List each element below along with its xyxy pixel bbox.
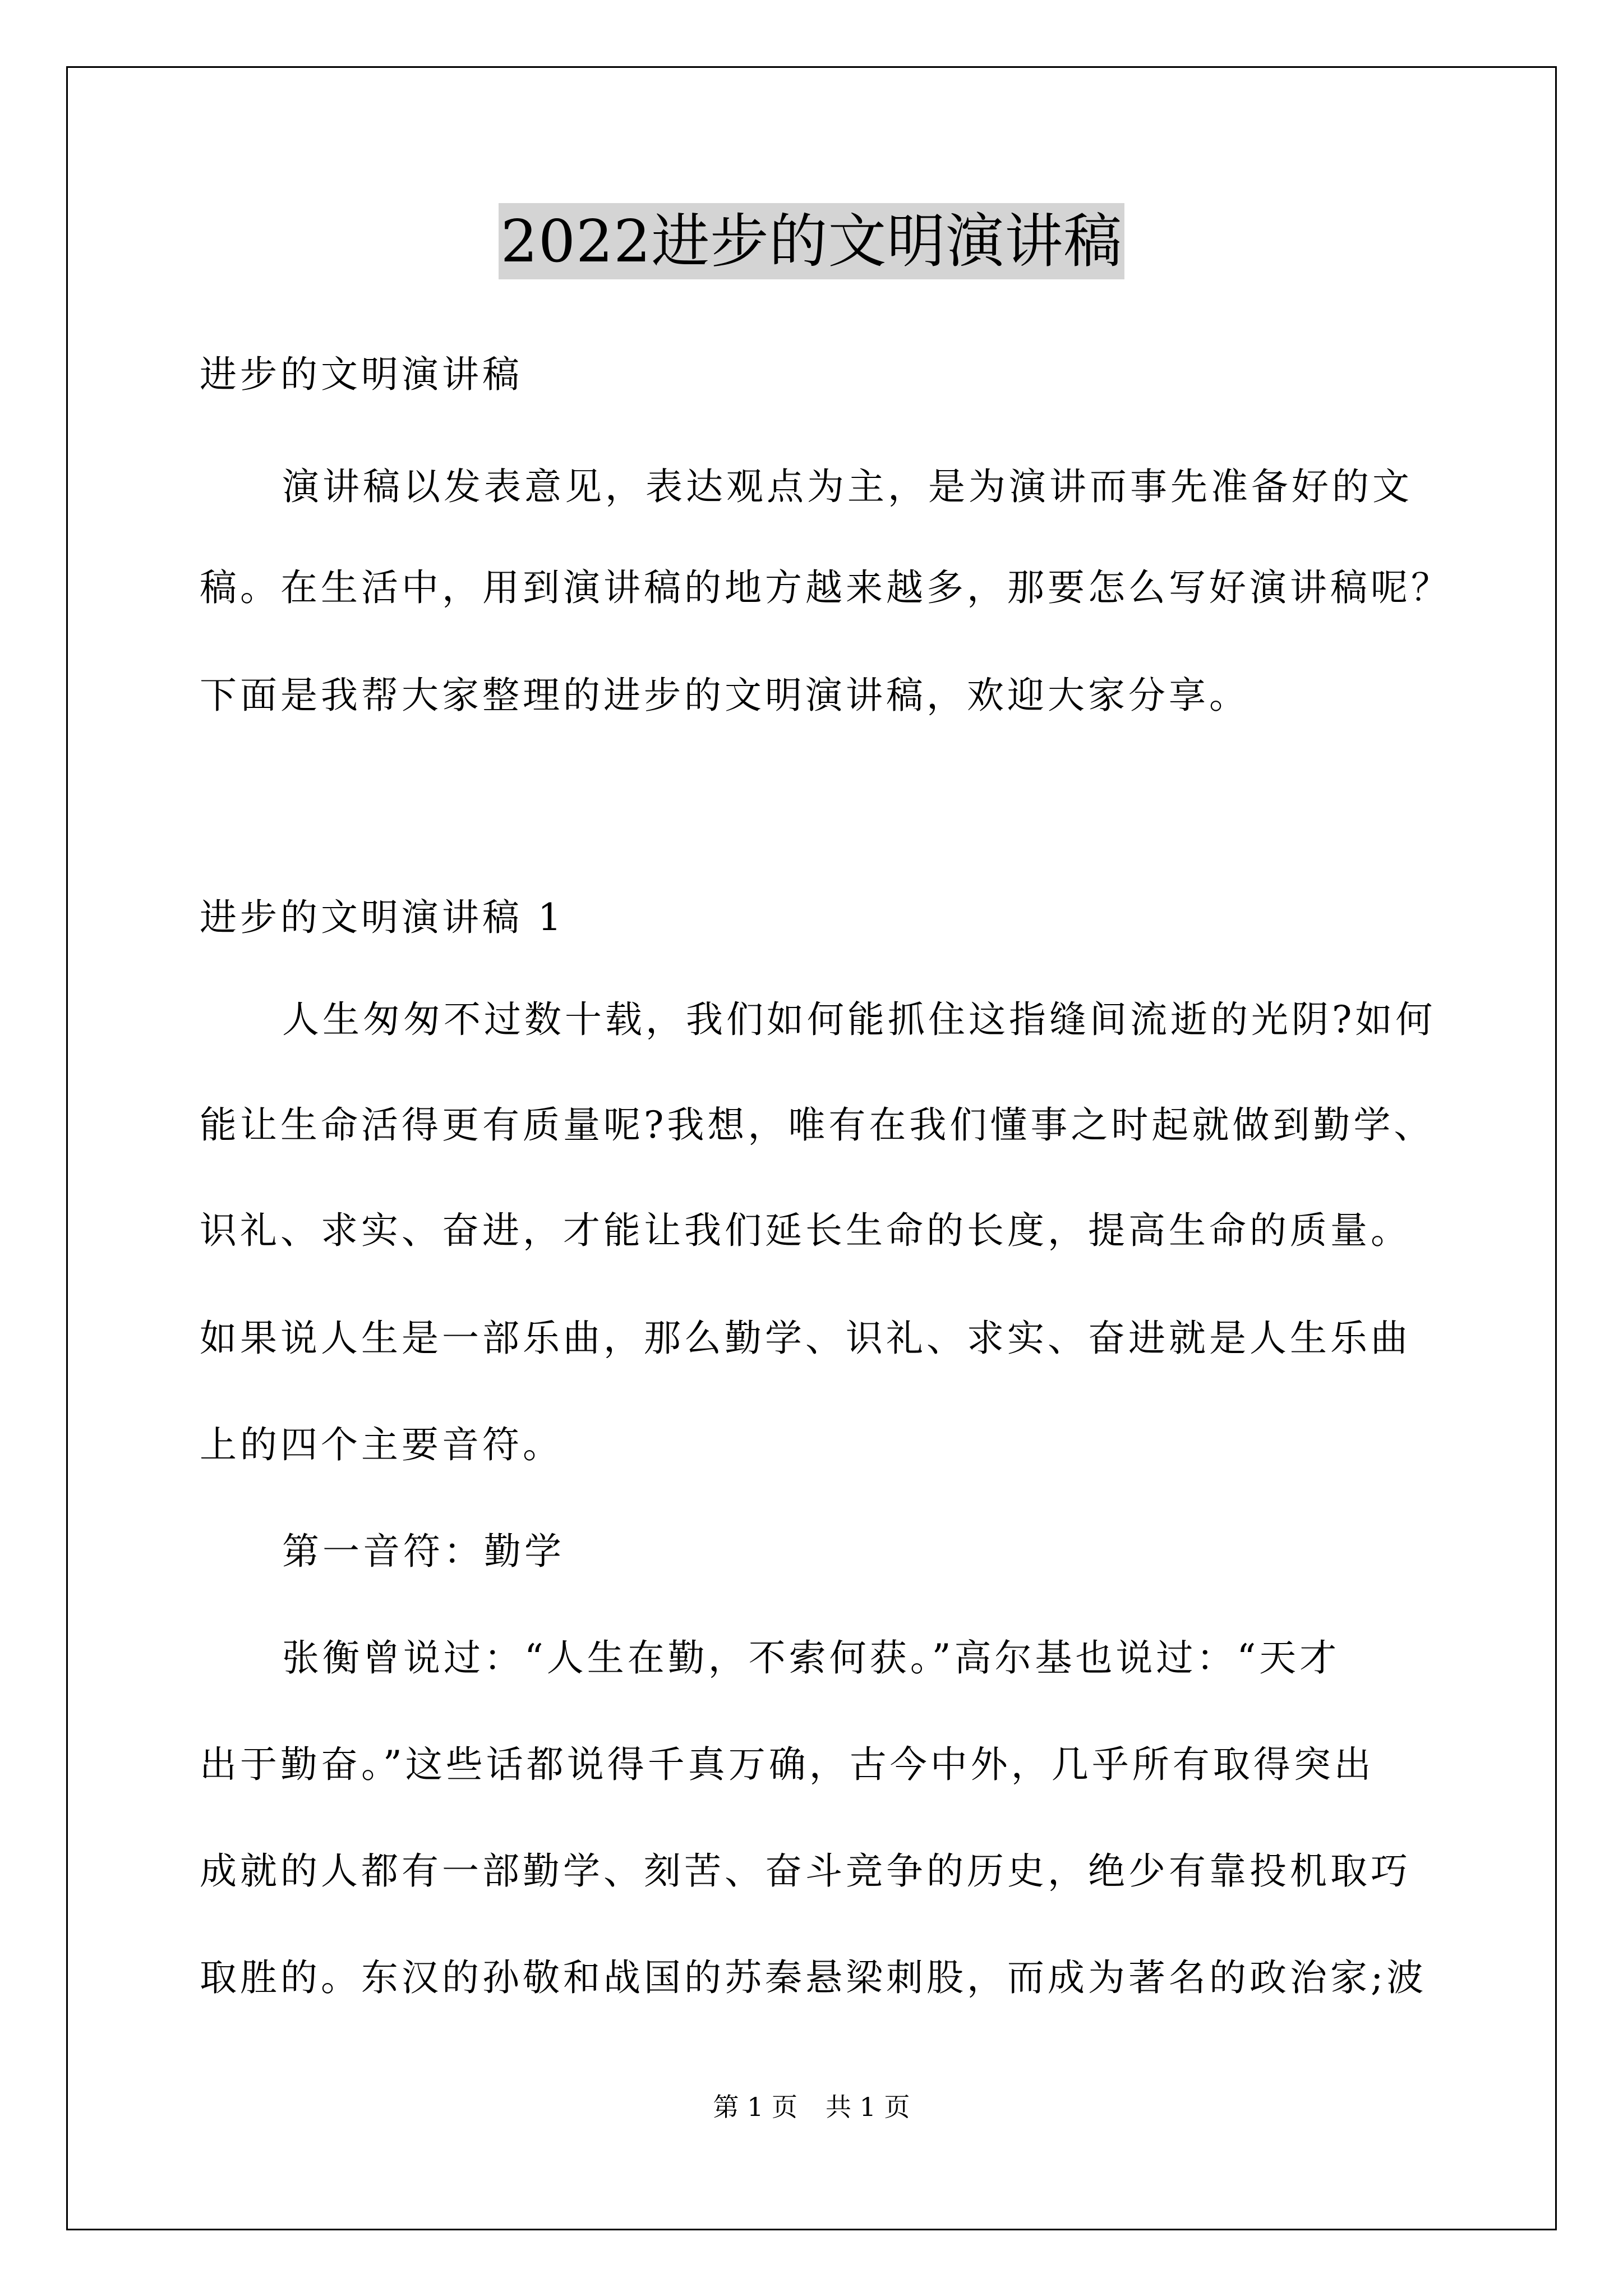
document-title-block bbox=[0, 203, 1623, 282]
page-number: 第 1 页 bbox=[713, 2092, 797, 2122]
para2-line-3: 成就的人都有一部勤学、刻苦、奋斗竞争的历史，绝少有靠投机取巧 bbox=[200, 1849, 1411, 1893]
para1-line-1: 人生匆匆不过数十载，我们如何能抓住这指缝间流逝的光阴?如何 bbox=[282, 998, 1436, 1041]
note-heading: 第一音符：勤学 bbox=[282, 1530, 565, 1573]
intro-line-2: 稿。在生活中，用到演讲稿的地方越来越多，那要怎么写好演讲稿呢？ bbox=[200, 566, 1451, 609]
document-title: 2022进步的文明演讲稿 bbox=[499, 203, 1125, 279]
intro-line-3: 下面是我帮大家整理的进步的文明演讲稿，欢迎大家分享。 bbox=[200, 674, 1249, 717]
intro-line-1: 演讲稿以发表意见，表达观点为主，是为演讲而事先准备好的文 bbox=[282, 465, 1413, 508]
para1-line-3: 识礼、求实、奋进，才能让我们延长生命的长度，提高生命的质量。 bbox=[200, 1209, 1411, 1252]
para1-line-2: 能让生命活得更有质量呢?我想，唯有在我们懂事之时起就做到勤学、 bbox=[200, 1103, 1435, 1147]
para1-line-4: 如果说人生是一部乐曲，那么勤学、识礼、求实、奋进就是人生乐曲 bbox=[200, 1317, 1411, 1360]
para2-line-2: 出于勤奋。”这些话都说得千真万确，古今中外，几乎所有取得突出 bbox=[200, 1743, 1375, 1786]
section-heading: 进步的文明演讲稿 1 bbox=[200, 896, 565, 939]
page-footer bbox=[0, 2090, 1623, 2124]
para2-line-4: 取胜的。东汉的孙敬和战国的苏秦悬梁刺股，而成为著名的政治家;波 bbox=[200, 1956, 1427, 1999]
page-total: 共 1 页 bbox=[826, 2092, 910, 2122]
para2-line-1: 张衡曾说过：“人生在勤，不索何获。”高尔基也说过：“天才 bbox=[282, 1636, 1340, 1680]
para1-line-5: 上的四个主要音符。 bbox=[200, 1423, 563, 1466]
main-heading: 进步的文明演讲稿 bbox=[200, 353, 523, 396]
